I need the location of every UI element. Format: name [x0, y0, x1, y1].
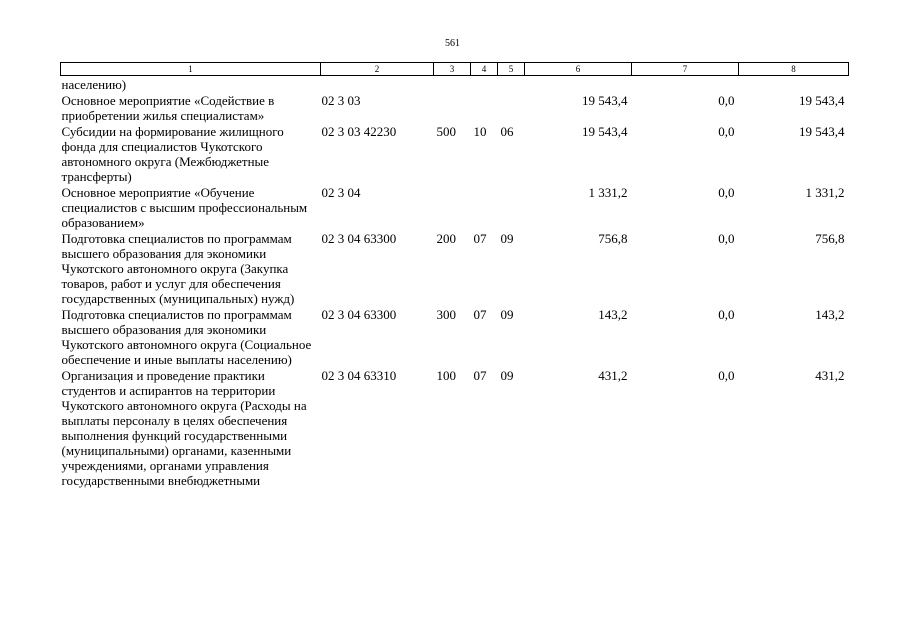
row-code: 02 3 04 [321, 185, 361, 200]
row-code: 02 3 04 63300 [321, 307, 397, 322]
row-name: населению) [61, 77, 127, 92]
header-col-4: 4 [471, 63, 498, 76]
page-number: 561 [445, 38, 460, 49]
budget-table-wrapper [60, 62, 848, 488]
row-sum-2: 0,0 [718, 93, 735, 108]
table-row [61, 230, 849, 306]
row-rz [471, 184, 498, 230]
row-vr: 300 [436, 307, 456, 322]
row-code: 02 3 04 63310 [321, 368, 397, 383]
row-rz: 10 [473, 124, 487, 139]
row-vr: 500 [436, 124, 456, 139]
row-sum-2: 0,0 [718, 185, 735, 200]
row-name: Подготовка специалистов по программам высшего образования для экономики Чукотского автономного округа (Социальное обеспечение и иные выплаты населению) [61, 307, 312, 367]
table-body [61, 76, 849, 489]
row-sum-2: 0,0 [718, 368, 735, 383]
row-sum-2: 0,0 [718, 231, 735, 246]
table-row [61, 76, 849, 93]
row-sum-2: 0,0 [718, 124, 735, 139]
row-sum-3: 19 543,4 [799, 124, 845, 139]
header-col-8: 8 [739, 63, 849, 76]
row-code [321, 76, 434, 93]
row-name: Подготовка специалистов по программам высшего образования для экономики Чукотского автономного округа (Закупка товаров, работ и услуг для обеспечения государственных (муниципальных) нужд) [61, 231, 295, 306]
header-col-2: 2 [321, 63, 434, 76]
row-sum-2: 0,0 [718, 307, 735, 322]
row-name: Основное мероприятие «Обучение специалистов с высшим профессиональным образованием» [61, 185, 308, 230]
row-sum-1 [525, 76, 632, 93]
row-pr [498, 184, 525, 230]
row-name: Организация и проведение практики студентов и аспирантов на территории Чукотского автономного округа (Расходы на выплаты персоналу в целях обеспечения выполнения функций государственными (муниципальными) органами, казенными учреждениями, органами управления государственными внебюджетными [61, 368, 307, 488]
row-rz: 07 [473, 368, 487, 383]
table-row [61, 123, 849, 184]
header-col-6: 6 [525, 63, 632, 76]
row-pr [498, 92, 525, 123]
row-pr: 09 [500, 307, 514, 322]
row-sum-3: 143,2 [815, 307, 845, 322]
row-pr: 06 [500, 124, 514, 139]
row-sum-1: 1 331,2 [588, 185, 628, 200]
row-pr [498, 76, 525, 93]
row-code: 02 3 03 [321, 93, 361, 108]
row-vr: 100 [436, 368, 456, 383]
header-row [61, 63, 849, 76]
header-col-1: 1 [61, 63, 321, 76]
table-row [61, 184, 849, 230]
header-col-3: 3 [434, 63, 471, 76]
row-vr [434, 92, 471, 123]
row-code: 02 3 03 42230 [321, 124, 397, 139]
row-sum-1: 19 543,4 [582, 124, 628, 139]
row-sum-3: 756,8 [815, 231, 845, 246]
row-rz: 07 [473, 231, 487, 246]
row-rz [471, 76, 498, 93]
row-vr: 200 [436, 231, 456, 246]
table-row [61, 367, 849, 488]
table-header [61, 63, 849, 76]
row-sum-1: 19 543,4 [582, 93, 628, 108]
row-rz [471, 92, 498, 123]
table-row [61, 92, 849, 123]
row-sum-3 [739, 76, 849, 93]
row-pr: 09 [500, 231, 514, 246]
row-sum-2 [632, 76, 739, 93]
row-name: Субсидии на формирование жилищного фонда для специалистов Чукотского автономного округа (Межбюджетные трансферты) [61, 124, 284, 184]
row-sum-1: 143,2 [598, 307, 628, 322]
row-rz: 07 [473, 307, 487, 322]
row-sum-1: 431,2 [598, 368, 628, 383]
row-sum-3: 1 331,2 [805, 185, 845, 200]
row-vr [434, 76, 471, 93]
header-col-7: 7 [632, 63, 739, 76]
row-vr [434, 184, 471, 230]
row-sum-3: 431,2 [815, 368, 845, 383]
row-pr: 09 [500, 368, 514, 383]
row-sum-3: 19 543,4 [799, 93, 845, 108]
budget-table [60, 62, 849, 488]
row-name: Основное мероприятие «Содействие в приобретении жилья специалистам» [61, 93, 275, 123]
header-col-5: 5 [498, 63, 525, 76]
row-sum-1: 756,8 [598, 231, 628, 246]
row-code: 02 3 04 63300 [321, 231, 397, 246]
table-row [61, 306, 849, 367]
